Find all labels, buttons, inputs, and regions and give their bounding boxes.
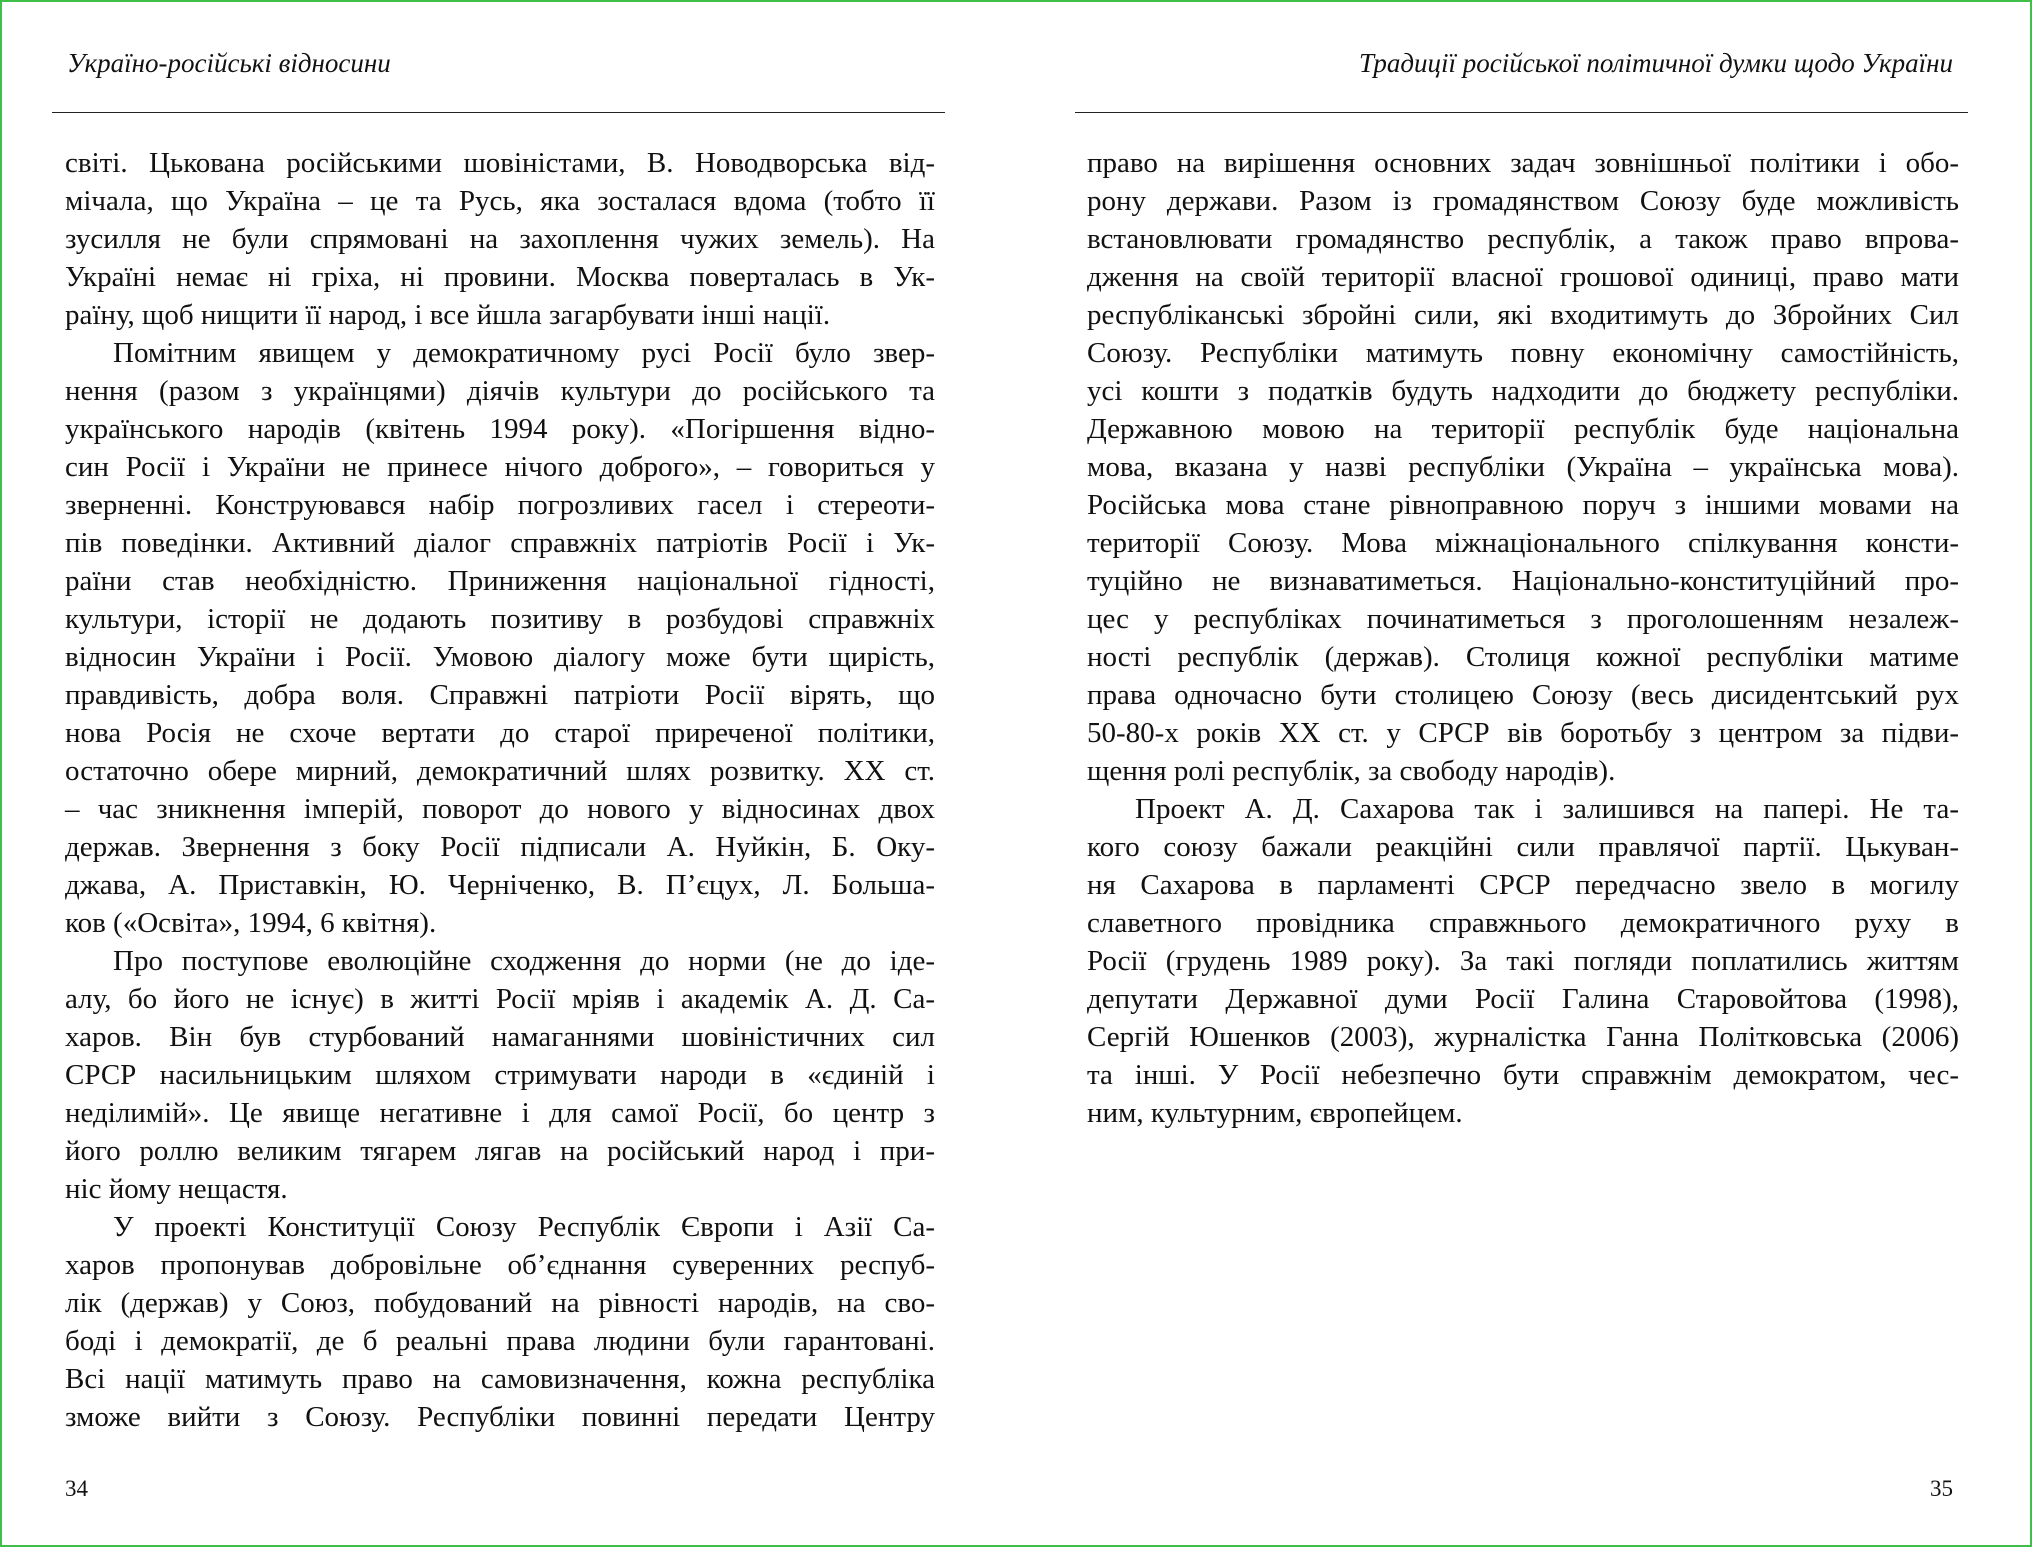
text-line: ня Сахарова в парламенті СРСР передчасно звело в могилу [1087,869,1959,901]
running-head: Традиції російської політичної думки щодо України [1359,48,1953,78]
page-number: 35 [1930,1476,1953,1501]
text-line: джава, А. Приставкін, Ю. Черніченко, В. П’єцух, Л. Больша- [65,869,935,901]
text-line: культури, історії не додають позитиву в розбудові справжніх [65,603,935,635]
text-line: СРСР насильницьким шляхом стримувати народи в «єдиній і [65,1059,935,1091]
left-page [52,0,945,1547]
text-line: нова Росія не схоче вертати до старої приреченої політики, [65,717,935,749]
text-line: Росії (грудень 1989 року). За такі погляди поплатились життям [1087,945,1959,977]
text-line: зможе вийти з Союзу. Республіки повинні передати Центру [65,1401,935,1433]
text-line: нення (разом з українцями) діячів культури до російського та [65,375,935,407]
text-line: та інші. У Росії небезпечно бути справжнім демократом, чес- [1087,1059,1959,1091]
header-rule [1075,112,1968,113]
text-line: право на вирішення основних задач зовнішньої політики і обо- [1087,147,1959,179]
text-line: Російська мова стане рівноправною поруч з іншими мовами на [1087,489,1959,521]
text-line: зусилля не були спрямовані на захоплення чужих земель). На [65,223,935,255]
text-line: дження на своїй території власної грошової одиниці, право мати [1087,261,1959,293]
text-line: У проекті Конституції Союзу Республік Європи і Азії Са- [113,1211,935,1243]
text-line: харов пропонував добровільне об’єднання суверенних респуб- [65,1249,935,1281]
text-line: боді і демократії, де б реальні права людини були гарантовані. [65,1325,935,1357]
text-line: ков («Освіта», 1994, 6 квітня). [65,907,437,939]
text-line: Союзу. Республіки матимуть повну економічну самостійність, [1087,337,1959,369]
text-line: мова, вказана у назві республіки (Україна – українська мова). [1087,451,1959,483]
text-line: Україні немає ні гріха, ні провини. Москва поверталась в Ук- [65,261,935,293]
text-line: лік (держав) у Союз, побудований на рівності народів, на сво- [65,1287,935,1319]
text-line: Проект А. Д. Сахарова так і залишився на папері. Не та- [1135,793,1959,825]
running-head: Україно-російські відносини [67,48,391,78]
text-line: відносин України і Росії. Умовою діалогу може бути щирість, [65,641,935,673]
text-line: держав. Звернення з боку Росії підписали А. Нуйкін, Б. Оку- [65,831,935,863]
text-line: остаточно обере мирний, демократичний шлях розвитку. XX ст. [65,755,935,787]
text-line: ним, культурним, європейцем. [1087,1097,1463,1129]
text-line: цес у республіках починатиметься з проголошенням незалеж- [1087,603,1959,635]
text-line: депутати Державної думи Росії Галина Старовойтова (1998), [1087,983,1959,1015]
text-line: алу, бо його не існує) в житті Росії мріяв і академік А. Д. Са- [65,983,935,1015]
text-line: Помітним явищем у демократичному русі Росії було звер- [113,337,935,369]
text-line: пів поведінки. Активний діалог справжніх патріотів Росії і Ук- [65,527,935,559]
text-line: Державною мовою на території республік буде національна [1087,413,1959,445]
text-line: Про поступове еволюційне сходження до норми (не до іде- [113,945,935,977]
body-text [65,144,935,1436]
text-line: син Росії і України не принесе нічого доброго», – говориться у [65,451,935,483]
text-line: республіканські збройні сили, які входитимуть до Збройних Сил [1087,299,1959,331]
text-line: Сергій Юшенков (2003), журналістка Ганна Політковська (2006) [1087,1021,1959,1053]
text-line: раїну, щоб нищити її народ, і все йшла загарбувати інші нації. [65,299,831,331]
header-rule [52,112,945,113]
text-line: раїни став необхідністю. Приниження національної гідності, [65,565,935,597]
text-line: усі кошти з податків будуть надходити до бюджету республіки. [1087,375,1959,407]
text-line: щення ролі республік, за свободу народів). [1087,755,1616,787]
text-line: рону держави. Разом із громадянством Союзу буде можливість [1087,185,1959,217]
text-line: ності республік (держав). Столиця кожної республіки матиме [1087,641,1959,673]
text-line: правдивість, добра воля. Справжні патріоти Росії вірять, що [65,679,935,711]
text-line: славетного провідника справжнього демократичного руху в [1087,907,1959,939]
text-line: Всі нації матимуть право на самовизначення, кожна республіка [65,1363,935,1395]
text-line: встановлювати громадянство республік, а також право впрова- [1087,223,1959,255]
text-line: мічала, що Україна – це та Русь, яка зосталася вдома (тобто її [65,185,935,217]
text-line: кого союзу бажали реакційні сили правлячої партії. Цькуван- [1087,831,1959,863]
text-line: 50-80-х років XX ст. у СРСР вів боротьбу з центром за підви- [1087,717,1959,749]
text-line: його роллю великим тягарем лягав на російський народ і при- [65,1135,935,1167]
page-number: 34 [65,1476,88,1501]
text-line: туційно не визнаватиметься. Національно-конституційний про- [1087,565,1959,597]
text-line: ніс йому нещастя. [65,1173,288,1205]
text-line: території Союзу. Мова міжнаціонального спілкування консти- [1087,527,1959,559]
text-line: світі. Цькована російськими шовіністами, В. Новодворська від- [65,147,935,179]
right-page [1075,0,1968,1547]
text-line: неділимій». Це явище негативне і для самої Росії, бо центр з [65,1097,935,1129]
text-line: зверненні. Конструювався набір погрозливих гасел і стереоти- [65,489,935,521]
body-text [1087,144,1959,1132]
text-line: права одночасно бути столицею Союзу (весь дисидентський рух [1087,679,1959,711]
text-line: українського народів (квітень 1994 року). «Погіршення відно- [65,413,935,445]
text-line: харов. Він був стурбований намаганнями шовіністичних сил [65,1021,935,1053]
text-line: – час зникнення імперій, поворот до нового у відносинах двох [65,793,935,825]
